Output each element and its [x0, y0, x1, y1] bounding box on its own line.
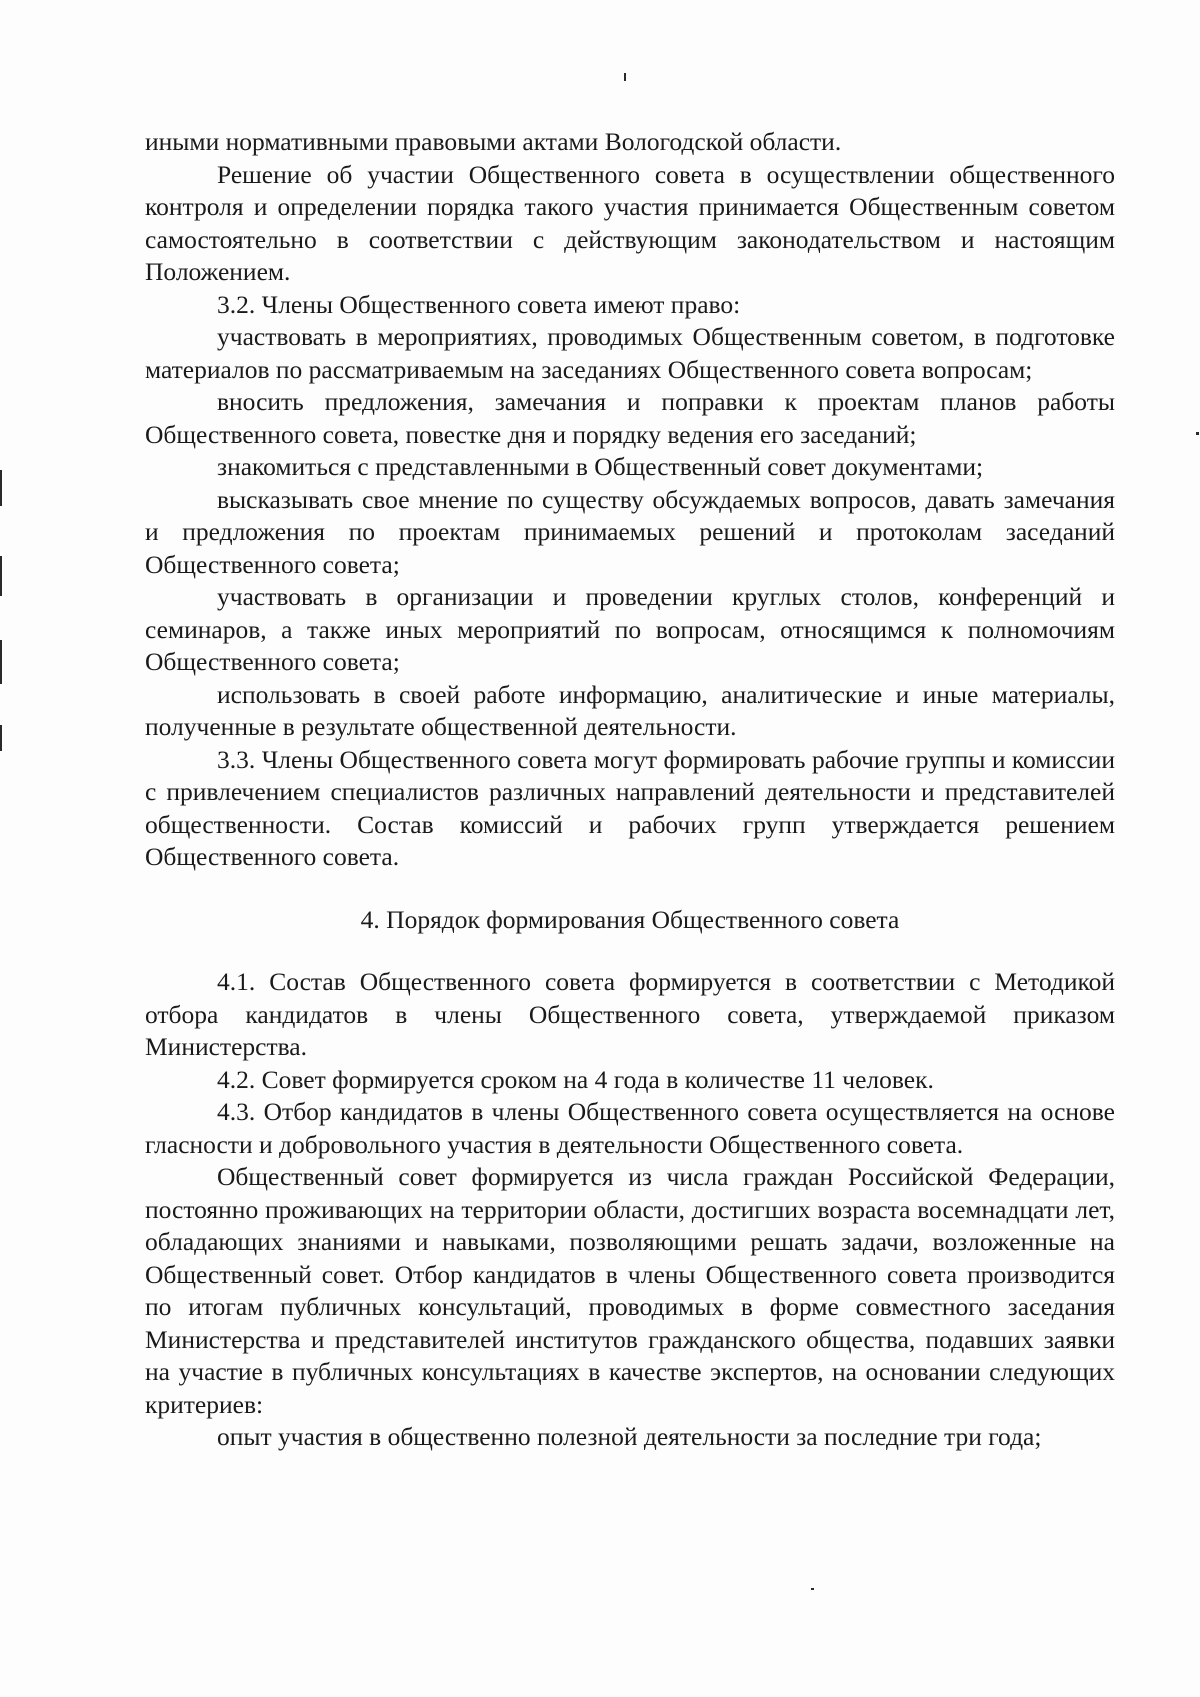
- clause-4-3: 4.3. Отбор кандидатов в члены Общественного совета осуществляется на основе гласности и добровольного участия в деятельности Общественного совета.: [145, 1097, 1115, 1159]
- scan-edge-mark: [0, 725, 2, 751]
- paragraph: использовать в своей работе информацию, аналитические и иные материалы, полученные в результате общественной деятельности.: [145, 679, 1115, 741]
- scan-speck: [811, 1588, 814, 1590]
- paragraph: вносить предложения, замечания и поправки к проектам планов работы Общественного совета, повестке дня и порядку ведения его заседаний;: [145, 387, 1115, 449]
- clause-3-3: 3.3. Члены Общественного совета могут формировать рабочие группы и комиссии с привлечением специалистов различных направлений деятельности и представителей общественности. Состав комиссий и рабочих групп утверждается решением Общественного совета.: [145, 744, 1115, 871]
- scan-edge-mark: [0, 556, 2, 596]
- paragraph: опыт участия в общественно полезной деятельности за последние три года;: [217, 1422, 1042, 1451]
- scan-speck: [624, 73, 626, 81]
- paragraph: участвовать в мероприятиях, проводимых Общественным советом, в подготовке материалов по рассматриваемым на заседаниях Общественного совета вопросам;: [145, 322, 1115, 384]
- paragraph: иными нормативными правовыми актами Вологодской области.: [145, 127, 842, 156]
- clause-3-2: 3.2. Члены Общественного совета имеют право:: [217, 289, 741, 319]
- paragraph: Общественный совет формируется из числа граждан Российской Федерации, постоянно проживающих на территории области, достигших возраста восемнадцати лет, обладающих знаниями и навыками, позволяющими решать задачи, возложенные на Общественный совет. Отбор кандидатов в члены Общественного совета производится по итогам публичных консультаций, проводимых в форме совместного заседания Министерства и представителей институтов гражданского общества, подавших заявки на участие в публичных консультациях в качестве экспертов, на основании следующих критериев:: [145, 1162, 1115, 1419]
- document-text: [145, 126, 1115, 1454]
- scan-edge-mark: [0, 640, 2, 684]
- section-heading: 4. Порядок формирования Общественного совета: [360, 904, 900, 934]
- paragraph: участвовать в организации и проведении круглых столов, конференций и семинаров, а также иных мероприятий по вопросам, относящимся к полномочиям Общественного совета;: [145, 582, 1115, 676]
- clause-4-1: 4.1. Состав Общественного совета формируется в соответствии с Методикой отбора кандидатов в члены Общественного совета, утверждаемой приказом Министерства.: [145, 967, 1115, 1061]
- scan-speck: [1196, 432, 1199, 435]
- paragraph: Решение об участии Общественного совета в осуществлении общественного контроля и определении порядка такого участия принимается Общественным советом самостоятельно в соответствии с действующим законодательством и настоящим Положением.: [145, 159, 1115, 286]
- paragraph: знакомиться с представленными в Общественный совет документами;: [217, 452, 984, 481]
- clause-4-2: 4.2. Совет формируется сроком на 4 года в количестве 11 человек.: [217, 1064, 934, 1094]
- paragraph: высказывать свое мнение по существу обсуждаемых вопросов, давать замечания и предложения по проектам принимаемых решений и протоколам заседаний Общественного совета;: [145, 484, 1115, 579]
- scan-edge-mark: [0, 470, 2, 506]
